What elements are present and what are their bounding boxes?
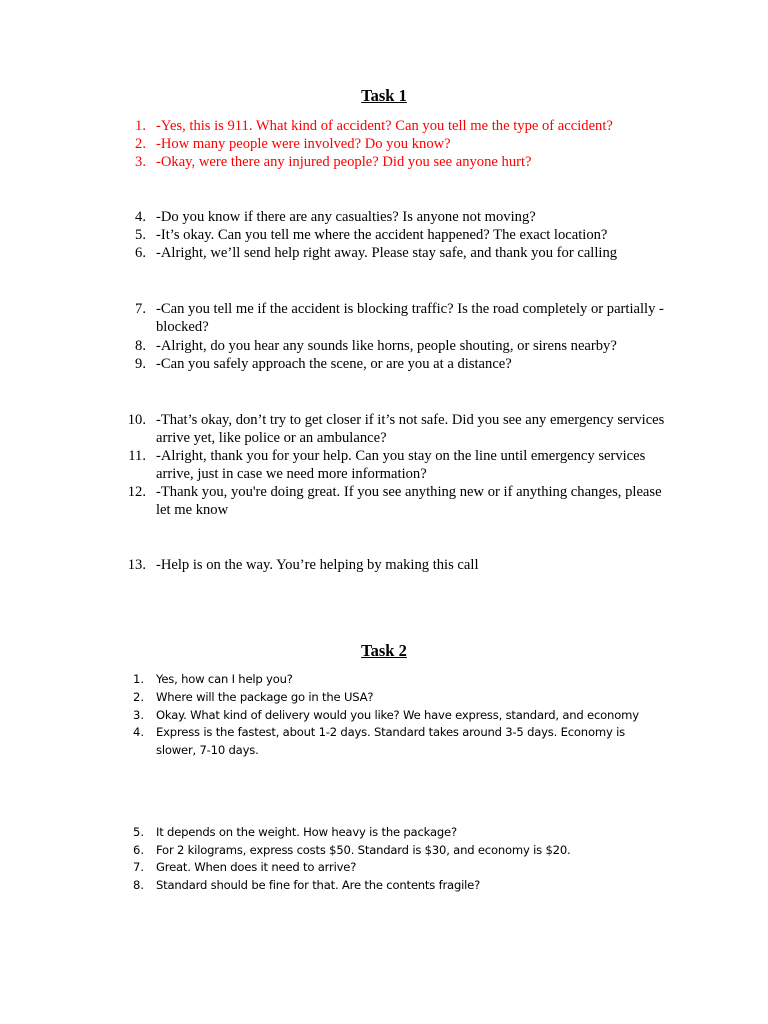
item-text: It depends on the weight. How heavy is the package? bbox=[156, 825, 457, 839]
task2-heading: Task 2 bbox=[361, 641, 407, 660]
item-text: -Can you tell me if the accident is blocking traffic? Is the road completely or partially -blocked? bbox=[156, 301, 664, 335]
item-number: 7. bbox=[135, 301, 146, 317]
item-number: 10. bbox=[127, 412, 146, 428]
item-number: 2. bbox=[135, 136, 146, 152]
item-text: -Thank you, you're doing great. If you see anything new or if anything changes, please let me know bbox=[156, 484, 662, 518]
item-number: 12. bbox=[127, 484, 146, 500]
item-number: 7. bbox=[132, 860, 144, 874]
item-number: 8. bbox=[135, 338, 146, 354]
item-number: 2. bbox=[132, 690, 144, 704]
item-text: -Help is on the way. You’re helping by making this call bbox=[156, 557, 479, 573]
item-text: For 2 kilograms, express costs $50. Standard is $30, and economy is $20. bbox=[156, 843, 571, 857]
item-text: -Alright, do you hear any sounds like horns, people shouting, or sirens nearby? bbox=[156, 338, 617, 354]
item-text: -Alright, we’ll send help right away. Please stay safe, and thank you for calling bbox=[156, 245, 618, 261]
item-number: 9. bbox=[135, 356, 146, 372]
item-text: -Do you know if there are any casualties? Is anyone not moving? bbox=[156, 209, 536, 225]
item-number: 1. bbox=[132, 672, 144, 686]
item-number: 6. bbox=[132, 843, 144, 857]
item-text: Standard should be fine for that. Are the contents fragile? bbox=[156, 878, 481, 892]
item-number: 3. bbox=[132, 708, 144, 722]
item-number: 13. bbox=[127, 557, 146, 573]
item-text: -Alright, thank you for your help. Can you stay on the line until emergency services arrive, just in case we need more information? bbox=[156, 448, 646, 482]
item-number: 5. bbox=[132, 825, 144, 839]
item-number: 1. bbox=[135, 118, 146, 134]
item-number: 11. bbox=[128, 448, 146, 464]
item-text: -It’s okay. Can you tell me where the accident happened? The exact location? bbox=[156, 227, 608, 243]
item-text: Okay. What kind of delivery would you like? We have express, standard, and economy bbox=[156, 708, 639, 722]
item-text: Yes, how can I help you? bbox=[156, 672, 293, 686]
item-number: 3. bbox=[135, 154, 146, 170]
item-number: 5. bbox=[135, 227, 146, 243]
item-text: -That’s okay, don’t try to get closer if it’s not safe. Did you see any emergency services arrive yet, like police or an ambulance? bbox=[156, 412, 665, 446]
task1-heading: Task 1 bbox=[361, 86, 407, 105]
item-number: 8. bbox=[132, 878, 144, 892]
item-text: -Can you safely approach the scene, or are you at a distance? bbox=[156, 356, 512, 372]
item-number: 4. bbox=[132, 725, 144, 739]
item-text: Where will the package go in the USA? bbox=[156, 690, 374, 704]
item-text: Express is the fastest, about 1-2 days. Standard takes around 3-5 days. Economy is slower, 7-10 days. bbox=[156, 725, 625, 757]
item-number: 4. bbox=[135, 209, 146, 225]
item-number: 6. bbox=[135, 245, 146, 261]
item-text: Great. When does it need to arrive? bbox=[156, 860, 357, 874]
item-text: -How many people were involved? Do you know? bbox=[156, 136, 451, 152]
item-text: -Okay, were there any injured people? Did you see anyone hurt? bbox=[156, 154, 532, 170]
item-text: -Yes, this is 911. What kind of accident? Can you tell me the type of accident? bbox=[156, 118, 613, 134]
